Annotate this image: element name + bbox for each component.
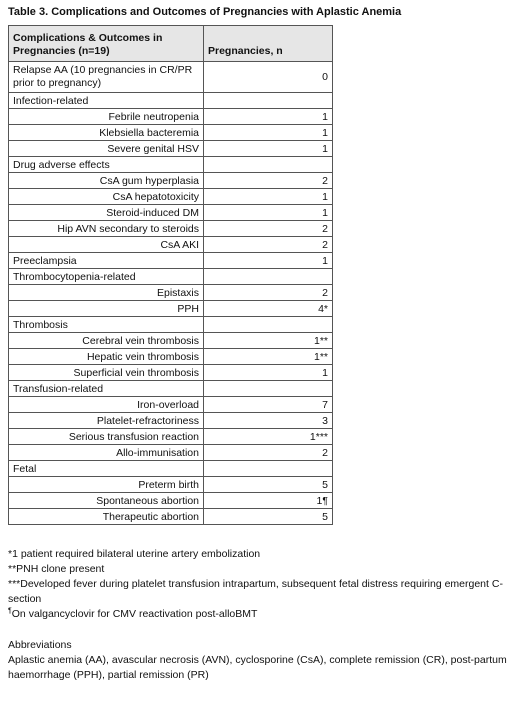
row-label-category: Fetal bbox=[9, 461, 204, 477]
row-label-subitem: Epistaxis bbox=[9, 285, 204, 301]
footnote-4 bbox=[8, 607, 514, 622]
row-label-subitem: Iron-overload bbox=[9, 397, 204, 413]
row-label-subitem: Severe genital HSV bbox=[9, 141, 204, 157]
row-count: 1 bbox=[204, 125, 333, 141]
row-count: 1** bbox=[204, 349, 333, 365]
table-body bbox=[9, 62, 333, 525]
row-label-subitem: PPH bbox=[9, 301, 204, 317]
row-count: 1 bbox=[204, 141, 333, 157]
table-row bbox=[9, 269, 333, 285]
row-count: 2 bbox=[204, 237, 333, 253]
row-label-subitem: Serious transfusion reaction bbox=[9, 429, 204, 445]
footnotes bbox=[8, 547, 514, 622]
row-count: 1 bbox=[204, 189, 333, 205]
row-count: 4* bbox=[204, 301, 333, 317]
row-count bbox=[204, 93, 333, 109]
table-row bbox=[9, 413, 333, 429]
row-count: 5 bbox=[204, 509, 333, 525]
complications-table bbox=[8, 25, 333, 525]
row-count: 3 bbox=[204, 413, 333, 429]
table-title: Table 3. Complications and Outcomes of Pregnancies with Aplastic Anemia bbox=[8, 6, 402, 18]
row-count: 1 bbox=[204, 109, 333, 125]
row-count: 1 bbox=[204, 253, 333, 269]
row-label-category: Relapse AA (10 pregnancies in CR/PR prior to pregnancy) bbox=[9, 62, 204, 93]
row-count: 1¶ bbox=[204, 493, 333, 509]
row-count: 2 bbox=[204, 173, 333, 189]
abbreviations bbox=[8, 638, 516, 683]
row-label-subitem: Hepatic vein thrombosis bbox=[9, 349, 204, 365]
table-row bbox=[9, 62, 333, 93]
row-count: 1 bbox=[204, 205, 333, 221]
footnote-4-mark: ¶ bbox=[8, 607, 12, 615]
row-count: 1*** bbox=[204, 429, 333, 445]
table-row bbox=[9, 173, 333, 189]
row-count: 1** bbox=[204, 333, 333, 349]
table-row bbox=[9, 365, 333, 381]
table-row bbox=[9, 381, 333, 397]
table-row bbox=[9, 125, 333, 141]
table-row bbox=[9, 493, 333, 509]
row-label-subitem: Steroid-induced DM bbox=[9, 205, 204, 221]
row-label-category: Drug adverse effects bbox=[9, 157, 204, 173]
table-row bbox=[9, 237, 333, 253]
footnote-2: **PNH clone present bbox=[8, 563, 105, 575]
column-header-complications: Complications & Outcomes in Pregnancies (n=19) bbox=[9, 26, 204, 62]
table-row bbox=[9, 429, 333, 445]
row-count bbox=[204, 157, 333, 173]
abbreviations-text: Aplastic anemia (AA), avascular necrosis (AVN), cyclosporine (CsA), complete remission (CR), post-partum haemorrhage (PPH), partial remission (PR) bbox=[8, 654, 507, 681]
table-row bbox=[9, 477, 333, 493]
table-row bbox=[9, 349, 333, 365]
row-label-subitem: Hip AVN secondary to steroids bbox=[9, 221, 204, 237]
row-count: 0 bbox=[204, 62, 333, 93]
row-label-subitem: Preterm birth bbox=[9, 477, 204, 493]
row-count: 5 bbox=[204, 477, 333, 493]
row-count: 2 bbox=[204, 221, 333, 237]
table-row bbox=[9, 157, 333, 173]
row-count: 2 bbox=[204, 285, 333, 301]
row-label-category: Transfusion-related bbox=[9, 381, 204, 397]
row-label-subitem: Febrile neutropenia bbox=[9, 109, 204, 125]
row-label-category: Thrombocytopenia-related bbox=[9, 269, 204, 285]
footnote-3: ***Developed fever during platelet transfusion intrapartum, subsequent fetal distress requiring emergent C-section bbox=[8, 578, 503, 605]
row-count: 1 bbox=[204, 365, 333, 381]
row-count bbox=[204, 317, 333, 333]
row-label-category: Thrombosis bbox=[9, 317, 204, 333]
row-count: 7 bbox=[204, 397, 333, 413]
row-count bbox=[204, 269, 333, 285]
document-page bbox=[0, 6, 520, 683]
footnote-4-text: On valgancyclovir for CMV reactivation post-alloBMT bbox=[11, 608, 258, 620]
table-row bbox=[9, 509, 333, 525]
row-label-subitem: Platelet-refractoriness bbox=[9, 413, 204, 429]
table-row bbox=[9, 253, 333, 269]
abbreviations-heading: Abbreviations bbox=[8, 639, 72, 651]
table-row bbox=[9, 141, 333, 157]
row-label-subitem: Superficial vein thrombosis bbox=[9, 365, 204, 381]
row-label-category: Infection-related bbox=[9, 93, 204, 109]
table-header-row bbox=[9, 26, 333, 62]
row-count bbox=[204, 461, 333, 477]
table-row bbox=[9, 333, 333, 349]
column-header-pregnancies: Pregnancies, n bbox=[204, 26, 333, 62]
table-row bbox=[9, 397, 333, 413]
row-label-category: Preeclampsia bbox=[9, 253, 204, 269]
table-row bbox=[9, 93, 333, 109]
row-label-subitem: Klebsiella bacteremia bbox=[9, 125, 204, 141]
table-row bbox=[9, 317, 333, 333]
row-label-subitem: Spontaneous abortion bbox=[9, 493, 204, 509]
row-label-subitem: Cerebral vein thrombosis bbox=[9, 333, 204, 349]
row-label-subitem: Therapeutic abortion bbox=[9, 509, 204, 525]
footnote-1: *1 patient required bilateral uterine artery embolization bbox=[8, 548, 261, 560]
table-row bbox=[9, 221, 333, 237]
row-count: 2 bbox=[204, 445, 333, 461]
table-row bbox=[9, 109, 333, 125]
table-row bbox=[9, 301, 333, 317]
table-row bbox=[9, 285, 333, 301]
row-label-subitem: CsA AKI bbox=[9, 237, 204, 253]
table-row bbox=[9, 445, 333, 461]
row-label-subitem: CsA gum hyperplasia bbox=[9, 173, 204, 189]
row-count bbox=[204, 381, 333, 397]
table-row bbox=[9, 205, 333, 221]
row-label-subitem: CsA hepatotoxicity bbox=[9, 189, 204, 205]
table-row bbox=[9, 189, 333, 205]
row-label-subitem: Allo-immunisation bbox=[9, 445, 204, 461]
table-row bbox=[9, 461, 333, 477]
